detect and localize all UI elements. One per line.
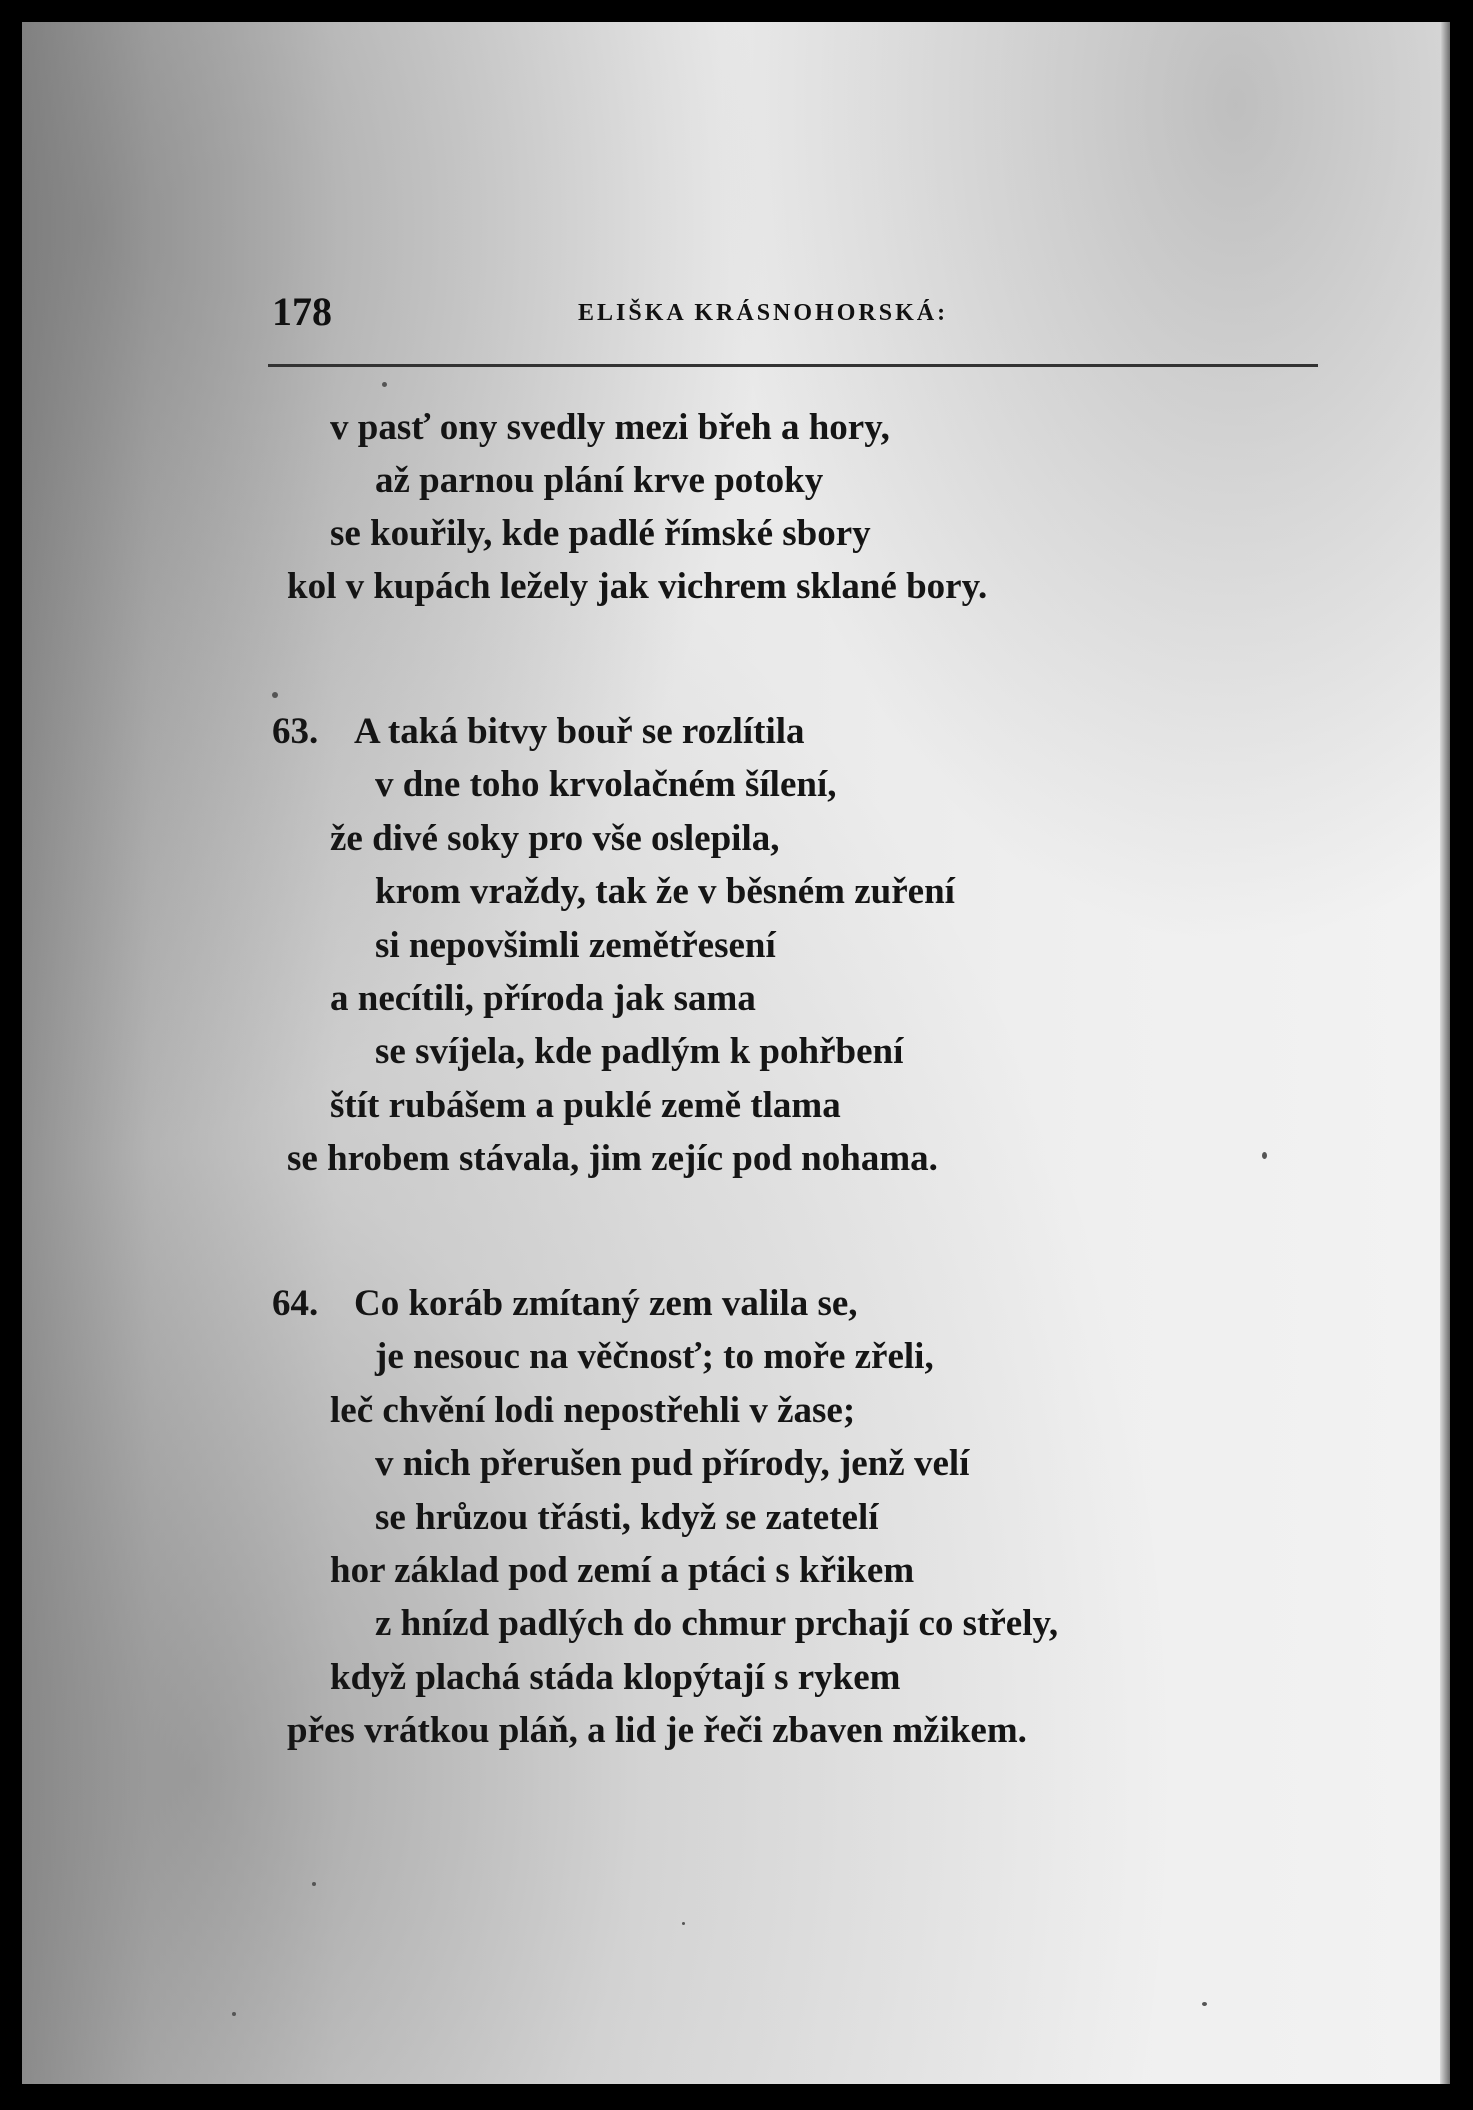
page-number: 178: [272, 289, 332, 334]
verse-line: se kouřily, kde padlé římské sbory: [330, 513, 871, 554]
verse-line: v dne toho krvolačném šílení,: [375, 764, 837, 805]
verse-line: se hrobem stávala, jim zejíc pod nohama.: [287, 1138, 938, 1179]
verse-line: si nepovšimli zemětřesení: [375, 925, 776, 966]
verse-line: se hrůzou třásti, když se zatetelí: [375, 1497, 879, 1538]
verse-line: v pasť ony svedly mezi břeh a hory,: [330, 407, 890, 448]
verse-line: kol v kupách ležely jak vichrem sklané bory.: [287, 566, 988, 607]
verse-line: leč chvění lodi nepostřehli v žase;: [330, 1390, 856, 1431]
running-head: ELIŠKA KRÁSNOHORSKÁ:: [578, 300, 949, 326]
verse-line: až parnou plání krve potoky: [375, 460, 824, 501]
stanza-number: 64.: [272, 1283, 319, 1324]
verse-line: se svíjela, kde padlým k pohřbení: [375, 1031, 904, 1072]
verse-line: přes vrátkou pláň, a lid je řeči zbaven mžikem.: [287, 1710, 1027, 1751]
scan-speck: [1262, 1152, 1267, 1159]
verse-line: z hnízd padlých do chmur prchají co střely,: [375, 1603, 1059, 1644]
scan-speck: [232, 2012, 236, 2016]
page-header: [244, 280, 1319, 340]
header-rule: [268, 364, 1318, 367]
stanza-number: 63.: [272, 711, 319, 752]
verse-line: a necítili, příroda jak sama: [330, 978, 756, 1019]
verse-line: Co koráb zmítaný zem valila se,: [354, 1283, 858, 1324]
verse-line: A taká bitvy bouř se rozlítila: [354, 711, 805, 752]
scan-speck: [312, 1882, 316, 1886]
scanned-page: [22, 22, 1450, 2084]
scan-speck: [682, 1922, 685, 1925]
verse-line: krom vraždy, tak že v běsném zuření: [375, 871, 955, 912]
page-edge-shadow: [1440, 22, 1450, 2084]
verse-line: když plachá stáda klopýtají s rykem: [330, 1657, 901, 1698]
verse-line: je nesouc na věčnosť; to moře zřeli,: [375, 1336, 934, 1377]
scan-speck: [1202, 2002, 1207, 2006]
scan-speck: [272, 692, 278, 698]
verse-line: štít rubášem a puklé země tlama: [330, 1085, 841, 1126]
verse-line: v nich přerušen pud přírody, jenž velí: [375, 1443, 970, 1484]
scan-speck: [382, 382, 387, 387]
verse-line: že divé soky pro vše oslepila,: [330, 818, 780, 859]
verse-line: hor základ pod zemí a ptáci s křikem: [330, 1550, 915, 1591]
